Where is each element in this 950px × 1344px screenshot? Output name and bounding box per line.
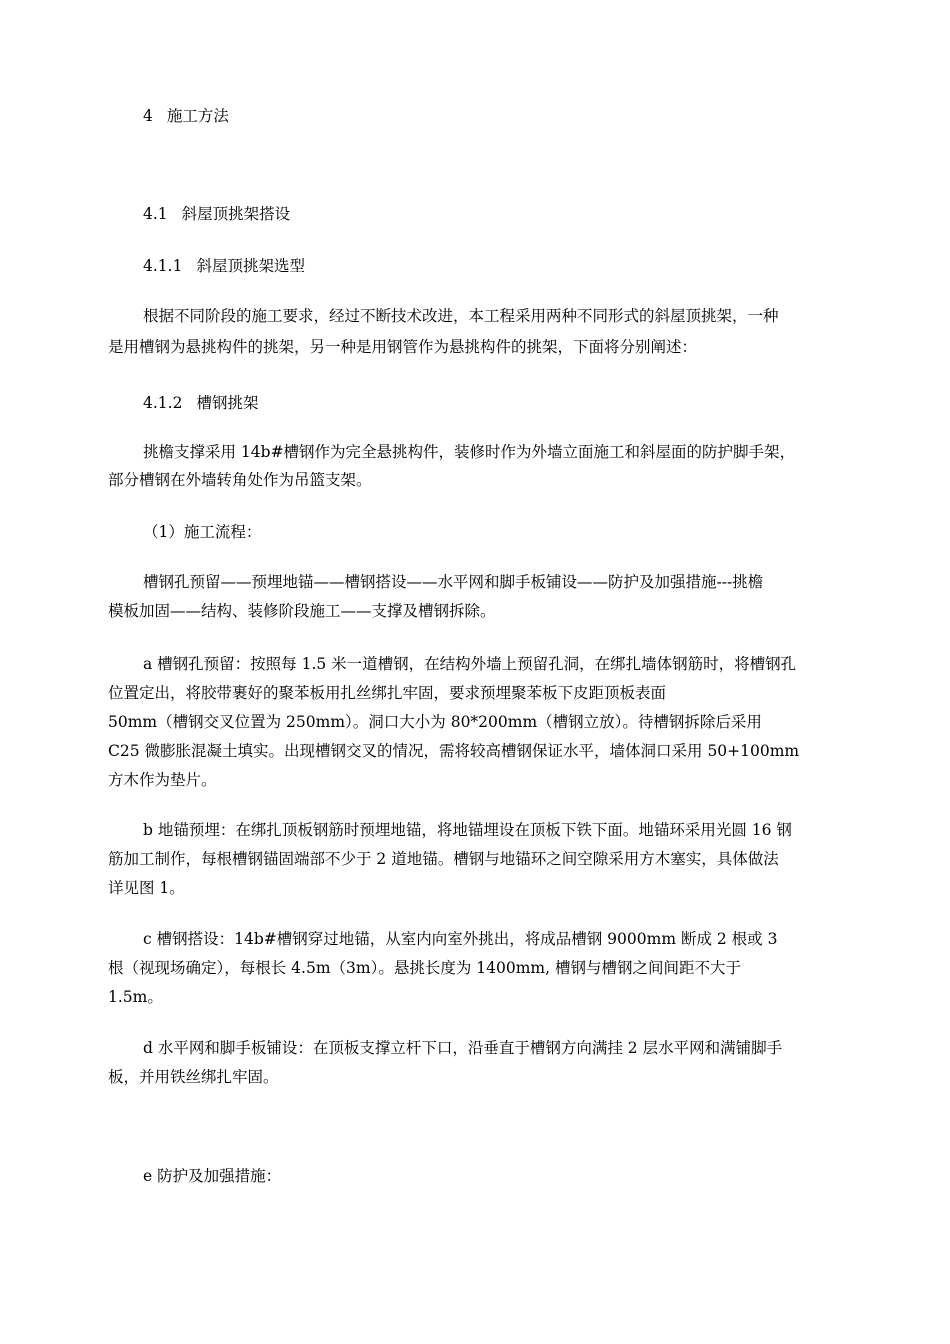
section-title: 槽钢挑架	[196, 394, 259, 412]
section-number: 4	[143, 107, 153, 125]
paragraph-line: C25 微膨胀混凝土填实。出现槽钢交叉的情况，需将较高槽钢保证水平，墙体洞口采用 50+100mm	[108, 742, 800, 760]
paragraph-line: b 地锚预埋：在绑扎顶板钢筋时预埋地锚，将地锚埋设在顶板下铁下面。地锚环采用光圆 16 钢	[143, 821, 792, 839]
paragraph-line: 是用槽钢为悬挑构件的挑架，另一种是用钢管作为悬挑构件的挑架，下面将分别阐述：	[108, 338, 698, 356]
paragraph-line: 1.5m。	[108, 988, 163, 1006]
section-title: 斜屋顶挑架搭设	[181, 205, 291, 223]
section-number: 4.1	[143, 205, 168, 223]
paragraph-line: 槽钢孔预留——预埋地锚——槽钢搭设——水平网和脚手板铺设——防护及加强措施---挑檐	[143, 573, 764, 591]
section-heading-4-1	[143, 203, 290, 225]
section-title: 斜屋顶挑架选型	[196, 257, 305, 275]
paragraph-line: 挑檐支撑采用 14b#槽钢作为完全悬挑构件，装修时作为外墙立面施工和斜屋面的防护脚手架，	[143, 443, 796, 461]
paragraph-line: 根（视现场确定），每根长 4.5m（3m）。悬挑长度为 1400mm, 槽钢与槽钢之间间距不大于	[108, 959, 741, 977]
paragraph-line: a 槽钢孔预留：按照每 1.5 米一道槽钢，在结构外墙上预留孔洞，在绑扎墙体钢筋时，将槽钢孔	[143, 655, 797, 673]
paragraph-line: 位置定出，将胶带裹好的聚苯板用扎丝绑扎牢固，要求预埋聚苯板下皮距顶板表面	[108, 684, 667, 702]
paragraph-line: d 水平网和脚手板铺设：在顶板支撑立杆下口，沿垂直于槽钢方向满挂 2 层水平网和满铺脚手	[143, 1039, 783, 1057]
section-heading-4-1-2	[143, 392, 258, 414]
paragraph-line: 50mm（槽钢交叉位置为 250mm）。洞口大小为 80*200mm（槽钢立放）。待槽钢拆除后采用	[108, 713, 762, 731]
paragraph-line: e 防护及加强措施：	[143, 1167, 282, 1185]
section-number: 4.1.1	[143, 257, 183, 275]
paragraph-line: 模板加固——结构、装修阶段施工——支撑及槽钢拆除。	[108, 602, 496, 620]
section-heading-4-1-1	[143, 255, 305, 277]
section-title: 施工方法	[166, 107, 229, 125]
subheading-flow: （1）施工流程：	[143, 523, 262, 541]
section-number: 4.1.2	[143, 394, 183, 412]
paragraph-line: 筋加工制作，每根槽钢锚固端部不少于 2 道地锚。槽钢与地锚环之间空隙采用方木塞实，具体做法	[108, 850, 779, 868]
paragraph-line: 方木作为垫片。	[108, 771, 217, 789]
paragraph-line: 部分槽钢在外墙转角处作为吊篮支架。	[108, 471, 372, 489]
paragraph-line: 根据不同阶段的施工要求，经过不断技术改进，本工程采用两种不同形式的斜屋顶挑架，一种	[143, 307, 779, 325]
paragraph-line: c 槽钢搭设：14b#槽钢穿过地锚，从室内向室外挑出，将成品槽钢 9000mm 断成 2 根或 3	[143, 930, 778, 948]
paragraph-line: 板，并用铁丝绑扎牢固。	[108, 1068, 279, 1086]
section-heading-4	[143, 105, 229, 127]
paragraph-line: 详见图 1。	[108, 879, 185, 897]
